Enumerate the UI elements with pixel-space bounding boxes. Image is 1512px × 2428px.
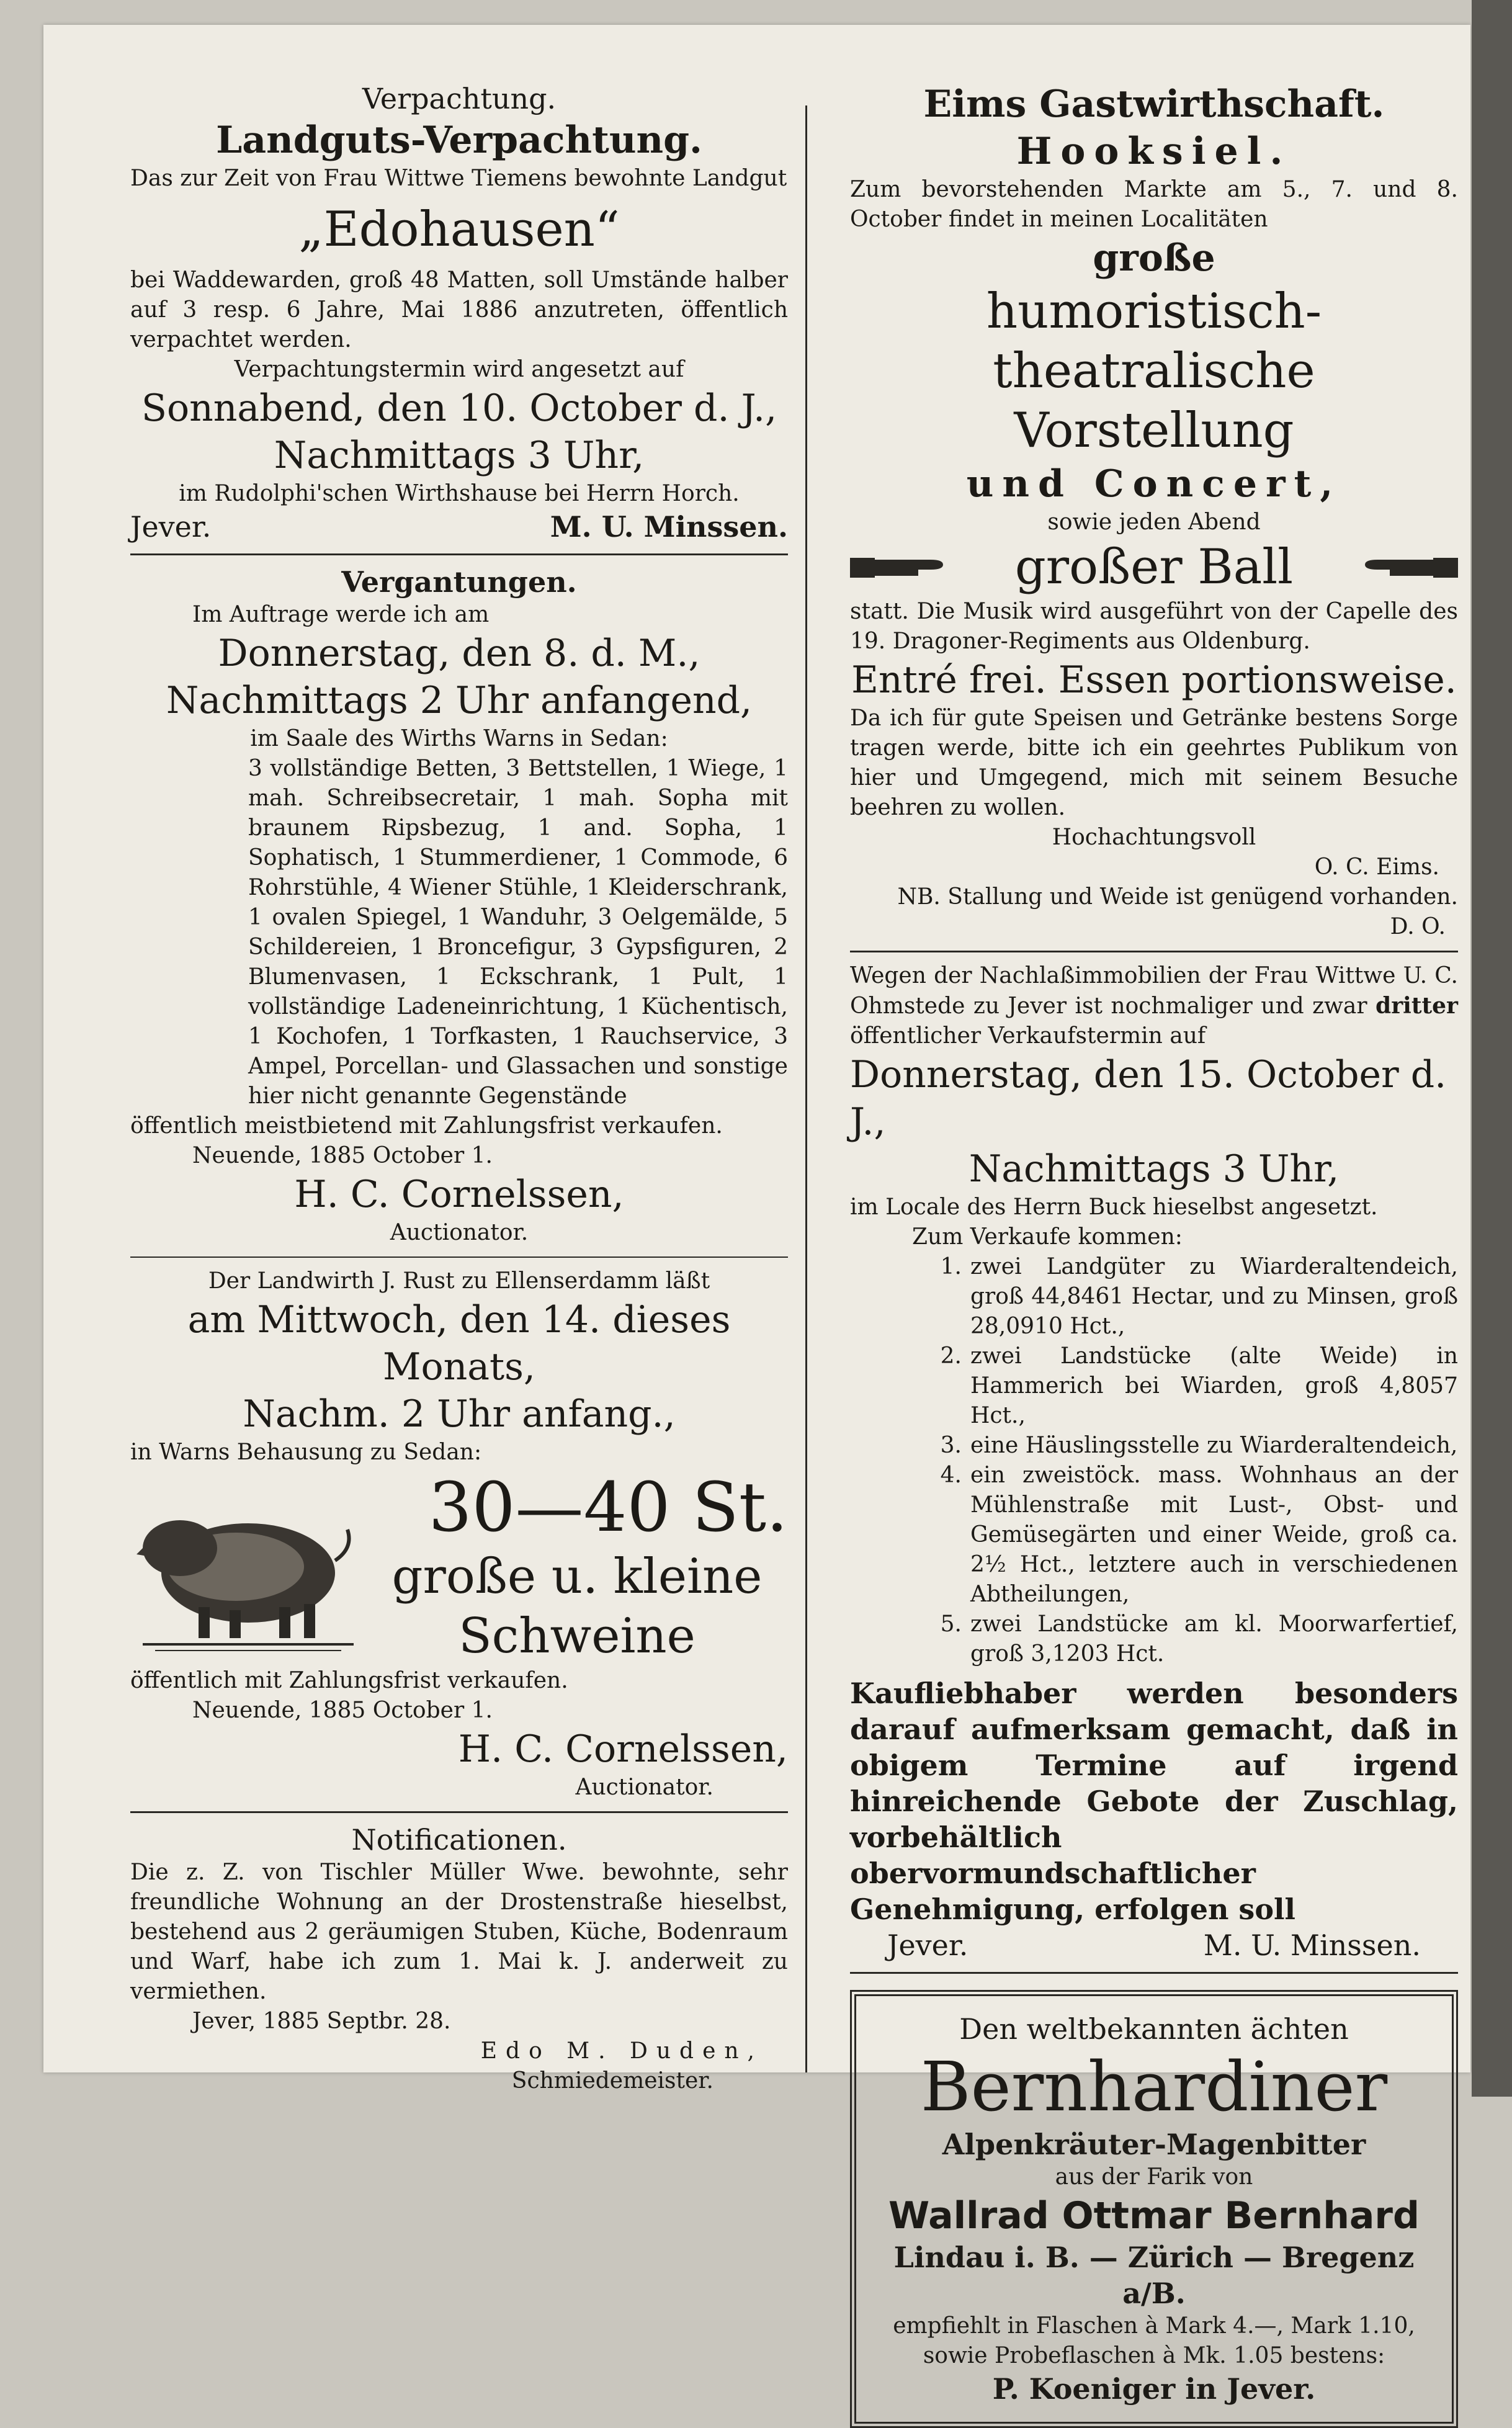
- intro-text-2: öffentlicher Verkaufstermin auf: [850, 1023, 1206, 1049]
- ad-regards: Hochachtungsvoll: [1052, 825, 1256, 850]
- ad-line: humoristisch-theatralische: [986, 284, 1322, 399]
- ad-prices: empfiehlt in Flaschen à Mark 4.—, Mark 1.10, sowie Probeflaschen à Mk. 1.05 bestens:: [893, 2313, 1415, 2368]
- item-number: 1.: [940, 1254, 962, 1279]
- ad-line: große: [1093, 236, 1215, 280]
- signature-role: Schmiedemeister.: [511, 2068, 714, 2094]
- pig-text: [366, 1467, 788, 1666]
- ad-ohmstede-verkauf: [850, 961, 1458, 1963]
- signature-name: M. U. Minssen.: [550, 510, 788, 544]
- ad-brand: Bernhardiner: [920, 2047, 1388, 2126]
- ad-place: in Warns Behausung zu Sedan:: [130, 1440, 482, 1465]
- ad-headline: Landguts-Verpachtung.: [216, 119, 702, 162]
- ad-date: Donnerstag, den 8. d. M.,: [218, 632, 700, 675]
- ball-row: [850, 537, 1458, 597]
- estate-name: „Edohausen“: [298, 202, 620, 258]
- ad-sub: Zum Verkaufe kommen:: [912, 1224, 1183, 1250]
- ad-intro: [850, 961, 1458, 1051]
- signature-name: Edo M. Duden,: [480, 2038, 763, 2064]
- signature-role: Auctionator.: [390, 1220, 529, 1245]
- ad-body: Die z. Z. von Tischler Müller Wwe. bewohnte, sehr freundliche Wohnung an der Drostenstraße hieselbst, bestehend aus 2 geräumigen Stuben, Küche, Bodenraum und Warf, habe ich zum 1. Mai k. J. anderweit zu vermiethen.: [130, 1860, 788, 2004]
- ad-headline: Vergantungen.: [341, 565, 577, 599]
- rule: [850, 1972, 1458, 1974]
- column-divider: [805, 105, 807, 2072]
- ad-body: statt. Die Musik wird ausgeführt von der Capelle des 19. Dragoner-Regiments aus Oldenburg.: [850, 599, 1458, 654]
- item-text: zwei Landstücke (alte Weide) in Hammerich bei Wiarden, groß 4,8057 Hct.,: [970, 1343, 1458, 1428]
- pig-line3: Schweine: [459, 1608, 696, 1664]
- sale-item: [924, 1461, 1458, 1610]
- sale-item: [924, 1431, 1458, 1461]
- ad-date: am Mittwoch, den 14. dieses Monats,: [187, 1298, 731, 1389]
- ad-maker: Wallrad Ottmar Bernhard: [888, 2194, 1420, 2238]
- newspaper-page: [43, 25, 1470, 2406]
- ad-line: Vorstellung: [1014, 403, 1294, 459]
- ad-landguts-verpachtung: [130, 81, 788, 545]
- ad-bernhardiner: [850, 1990, 1458, 2428]
- pig-illustration: [130, 1474, 366, 1660]
- ad-intro: Zum bevorstehenden Markte am 5., 7. und 8. October findet in meinen Localitäten: [850, 177, 1458, 232]
- ad-time: Nachmittags 3 Uhr,: [968, 1147, 1340, 1191]
- signature-place: Jever.: [130, 510, 212, 544]
- item-text: zwei Landgüter zu Wiarderaltendeich, groß 44,8461 Hectar, und zu Minsen, groß 28,0910 Hct.,: [970, 1254, 1458, 1339]
- ad-schweine: [130, 1266, 788, 1803]
- right-column: [850, 81, 1458, 2428]
- intro-bold: dritter: [1376, 993, 1458, 1019]
- ad-body: bei Waddewarden, groß 48 Matten, soll Umstände halber auf 3 resp. 6 Jahre, Mai 1886 anzutreten, öffentlich verpachtet werden.: [130, 267, 788, 352]
- ad-intro: Der Landwirth J. Rust zu Ellenserdamm läßt: [208, 1268, 710, 1294]
- ad-headline: Notificationen.: [351, 1823, 567, 1857]
- ad-eims-gastwirthschaft: [850, 81, 1458, 942]
- ad-locations: Lindau i. B. — Zürich — Bregenz a/B.: [893, 2241, 1415, 2310]
- ad-termin: Verpachtungstermin wird angesetzt auf: [234, 357, 684, 382]
- pointing-hand-left-icon: [1353, 549, 1458, 586]
- item-text: ein zweistöck. mass. Wohnhaus an der Mühlenstraße mit Lust-, Obst- und Gemüsegärten und einer Weide, groß ca. 2½ Hct., letztere auch in verschiedenen Abtheilungen,: [970, 1463, 1458, 1607]
- ad-line: aus der Farik von: [1055, 2164, 1253, 2190]
- ad-outro: öffentlich meistbietend mit Zahlungsfrist verkaufen.: [130, 1113, 723, 1139]
- ad-dateline: Jever, 1885 Septbr. 28.: [192, 2009, 451, 2034]
- ad-place: im Saale des Wirths Warns in Sedan:: [250, 726, 668, 751]
- signature-name: O. C. Eims.: [1314, 854, 1439, 880]
- ad-nb: NB. Stallung und Weide ist genügend vorhanden.: [897, 884, 1458, 910]
- item-number: 5.: [940, 1611, 962, 1637]
- ad-place: im Locale des Herrn Buck hieselbst angesetzt.: [850, 1194, 1378, 1220]
- ad-kicker: Verpachtung.: [362, 82, 557, 115]
- pointing-hand-right-icon: [850, 549, 955, 586]
- entry-line: Entré frei. Essen portionsweise.: [851, 658, 1457, 702]
- rule: [130, 1257, 788, 1258]
- left-column: [130, 81, 788, 2096]
- ad-time: Nachmittags 2 Uhr anfangend,: [166, 679, 753, 722]
- sale-item: [924, 1342, 1458, 1431]
- ad-line: und Concert,: [966, 462, 1342, 506]
- item-number: 3.: [940, 1433, 962, 1458]
- ad-body2: Da ich für gute Speisen und Getränke bestens Sorge tragen werde, bitte ich ein geehrtes Publikum von hier und Umgegend, mich mit seinem Besuche beehren zu wollen.: [850, 706, 1458, 820]
- ad-dateline: Neuende, 1885 October 1.: [192, 1143, 493, 1168]
- ad-dateline: Neuende, 1885 October 1.: [192, 1698, 493, 1723]
- signature-role: Auctionator.: [575, 1775, 714, 1800]
- sale-item: [924, 1610, 1458, 1669]
- ad-headline: Eims Gastwirthschaft.: [923, 83, 1385, 126]
- rule: [130, 1811, 788, 1813]
- ad-date: Sonnabend, den 10. October d. J.,: [141, 387, 777, 430]
- ad-place: im Rudolphi'schen Wirthshause bei Herrn Horch.: [179, 481, 740, 506]
- item-number: 2.: [940, 1343, 962, 1369]
- signature-name: M. U. Minssen.: [1203, 1929, 1421, 1962]
- rule: [130, 553, 788, 555]
- ad-intro: Das zur Zeit von Frau Wittwe Tiemens bewohnte Landgut: [130, 166, 787, 191]
- ad-place: Hooksiel.: [1016, 130, 1292, 173]
- ad-date: Donnerstag, den 15. October d. J.,: [850, 1053, 1447, 1144]
- pig-count: 30—40 St.: [428, 1467, 788, 1547]
- ad-signature-row: [850, 1927, 1458, 1963]
- ad-time: Nachm. 2 Uhr anfang.,: [243, 1392, 676, 1436]
- auction-items: 3 vollständige Betten, 3 Bettstellen, 1 Wiege, 1 mah. Schreibsecretair, 1 mah. Sopha mit braunem Ripsbezug, 1 and. Sopha, 1 Sophatisch, 1 Stummerdiener, 1 Commode, 6 Rohrstühle, 4 Wiener Stühle, 1 Kleiderschrank, 1 ovalen Spiegel, 1 Wanduhr, 3 Oelgemälde, 5 Schildereien, 1 Broncefigur, 3 Gypsfiguren, 2 Blumenvasen, 1 Eckschrank, 1 Pult, 1 vollständige Ladeneinrichtung, 1 Küchentisch, 1 Kochofen, 1 Torfkasten, 1 Rauchservice, 3 Ampel, Porcellan- und Glassachen und sonstige hier nicht genannte Gegenstände: [248, 756, 788, 1109]
- rule: [850, 951, 1458, 952]
- pig-line2: große u. kleine: [391, 1549, 763, 1605]
- item-number: 4.: [940, 1463, 962, 1488]
- ad-signature-row: [130, 509, 788, 545]
- signature-place: Jever.: [887, 1929, 968, 1962]
- ad-line: Den weltbekannten ächten: [959, 2012, 1349, 2046]
- ball-text: großer Ball: [1014, 539, 1294, 595]
- ad-vergantungen: [130, 564, 788, 1248]
- ad-time: Nachmittags 3 Uhr,: [274, 434, 645, 477]
- ad-intro: Im Auftrage werde ich am: [192, 602, 490, 627]
- ad-bold-notice: Kaufliebhaber werden besonders darauf aufmerksam gemacht, daß in obigem Termine auf irgend hinreichende Gebote der Zuschlag, vorbehältlich obervormundschaftlicher Genehmigung, erfolgen soll: [850, 1677, 1458, 1926]
- sale-items: [850, 1252, 1458, 1669]
- ad-notificationen: [130, 1822, 788, 2096]
- item-text: eine Häuslingsstelle zu Wiarderaltendeich,: [970, 1433, 1458, 1458]
- binding-gutter: [1472, 0, 1512, 2097]
- signature-name: H. C. Cornelssen,: [294, 1173, 624, 1216]
- intro-text: Wegen der Nachlaßimmobilien der Frau Wittwe U. C. Ohmstede zu Jever ist nochmaliger und zwar: [850, 963, 1458, 1019]
- signature-name: H. C. Cornelssen,: [458, 1727, 788, 1771]
- pig-block: [130, 1467, 788, 1666]
- item-text: zwei Landstücke am kl. Moorwarfertief, groß 3,1203 Hct.: [970, 1611, 1458, 1667]
- ad-nb-sig: D. O.: [1390, 914, 1446, 939]
- sale-item: [924, 1252, 1458, 1342]
- ad-outro: öffentlich mit Zahlungsfrist verkaufen.: [130, 1668, 568, 1693]
- ad-line: Alpenkräuter-Magenbitter: [942, 2128, 1366, 2161]
- ad-seller: P. Koeniger in Jever.: [992, 2372, 1316, 2406]
- ad-line: sowie jeden Abend: [1047, 509, 1261, 535]
